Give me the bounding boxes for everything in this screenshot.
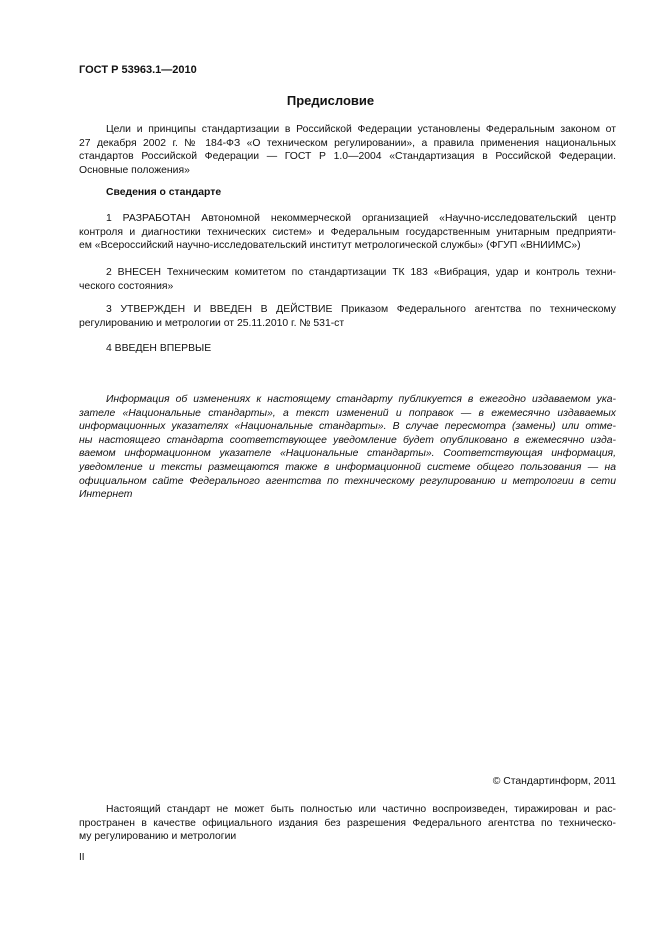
intro-line: Цели и принципы стандартизации в Российской Федерации установлены Федеральным законом от — [106, 124, 616, 135]
legal-line: пространен в качестве официального издания без разрешения Федерального агентства по техническо- — [79, 817, 616, 829]
item-3 — [79, 303, 616, 330]
info-line: Информация об изменениях к настоящему стандарту публикуется в ежегодно издаваемом ука- — [106, 394, 616, 405]
document-id: ГОСТ Р 53963.1—2010 — [79, 64, 197, 76]
item-4: 4 ВВЕДЕН ВПЕРВЫЕ — [106, 343, 212, 354]
page-title: Предисловие — [286, 93, 375, 108]
info-line: официальном сайте Федерального агентства по техническому регулированию и метрологии в сети — [79, 475, 616, 487]
info-line: зателе «Национальные стандарты», а текст изменений и поправок — в ежемесячно издаваемых — [79, 407, 616, 419]
info-paragraph — [79, 393, 616, 502]
item-2-line: ческого состояния» — [79, 280, 174, 292]
item-1-line: ем «Всероссийский научно-исследовательский институт метрологической службы» (ФГУП «ВНИИМС») — [79, 240, 581, 252]
item-1-line: 1 РАЗРАБОТАН Автономной некоммерческой организацией «Научно-исследовательский центр — [106, 213, 616, 224]
intro-line: 27 декабря 2002 г. № 184-ФЗ «О техническом регулировании», а правила применения национальных — [79, 137, 616, 149]
item-3-line: регулированию и метрологии от 25.11.2010 г. № 531-ст — [79, 317, 345, 329]
item-2 — [79, 266, 616, 293]
copyright-notice: © Стандартинформ, 2011 — [492, 776, 616, 787]
intro-paragraph — [79, 123, 616, 177]
intro-line: Основные положения» — [79, 164, 190, 176]
info-line: Интернет — [79, 489, 133, 501]
info-line: информационных указателях «Национальные стандарты». В случае пересмотра (замены) или отме- — [79, 421, 616, 433]
legal-paragraph — [79, 803, 616, 844]
legal-line: му регулированию и метрологии — [79, 831, 237, 843]
intro-line: стандартов Российской Федерации — ГОСТ Р 1.0—2004 «Стандартизация в Российской Федерации. — [79, 151, 616, 163]
info-line: ваемом информационном указателе «Национальные стандарты». Соответствующая информация, — [79, 448, 616, 460]
item-2-line: 2 ВНЕСЕН Техническим комитетом по стандартизации ТК 183 «Вибрация, удар и контроль техни- — [106, 267, 616, 278]
item-1-line: контроля и диагностики технических систем» и Федеральным государственным унитарным предприяти- — [79, 226, 616, 238]
page-number: II — [79, 852, 85, 863]
item-3-line: 3 УТВЕРЖДЕН И ВВЕДЕН В ДЕЙСТВИЕ Приказом Федерального агентства по техническому — [106, 304, 616, 315]
info-line: ны настоящего стандарта соответствующее уведомление будет опубликовано в ежемесячно изда- — [79, 434, 616, 446]
section-heading: Сведения о стандарте — [106, 187, 222, 198]
item-1 — [79, 212, 616, 253]
info-line: уведомление и тексты размещаются также в информационной системе общего пользования — на — [79, 461, 616, 473]
legal-line: Настоящий стандарт не может быть полностью или частично воспроизведен, тиражирован и рас- — [106, 804, 616, 815]
